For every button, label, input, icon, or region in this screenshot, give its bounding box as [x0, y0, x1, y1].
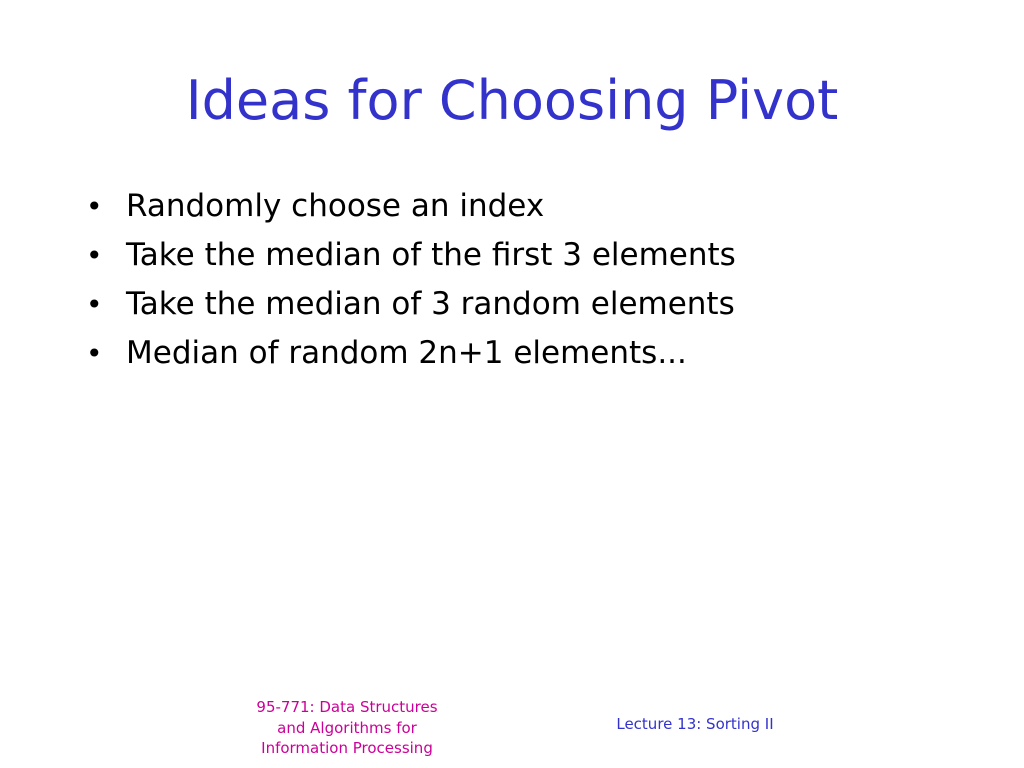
bullet-list [86, 182, 736, 378]
footer-course-line: Information Processing [261, 739, 433, 757]
footer-lecture-title: Lecture 13: Sorting II [616, 715, 774, 733]
footer-course-line: and Algorithms for [277, 718, 417, 737]
bullet-text: Median of random 2n+1 elements... [126, 335, 687, 371]
bullet-item [86, 280, 736, 329]
bullet-item [86, 182, 736, 231]
bullet-text: Take the median of 3 random elements [126, 286, 735, 322]
bullet-icon: • [86, 239, 103, 272]
footer-course-line: 95-771: Data Structures [256, 698, 438, 716]
bullet-text: Take the median of the first 3 elements [126, 237, 736, 273]
bullet-icon: • [86, 337, 103, 370]
bullet-item [86, 231, 736, 280]
footer-course-title [222, 697, 472, 759]
bullet-item [86, 329, 736, 378]
bullet-icon: • [86, 288, 103, 321]
bullet-icon: • [86, 190, 103, 223]
bullet-text: Randomly choose an index [126, 188, 545, 224]
slide-title: Ideas for Choosing Pivot [185, 69, 839, 132]
